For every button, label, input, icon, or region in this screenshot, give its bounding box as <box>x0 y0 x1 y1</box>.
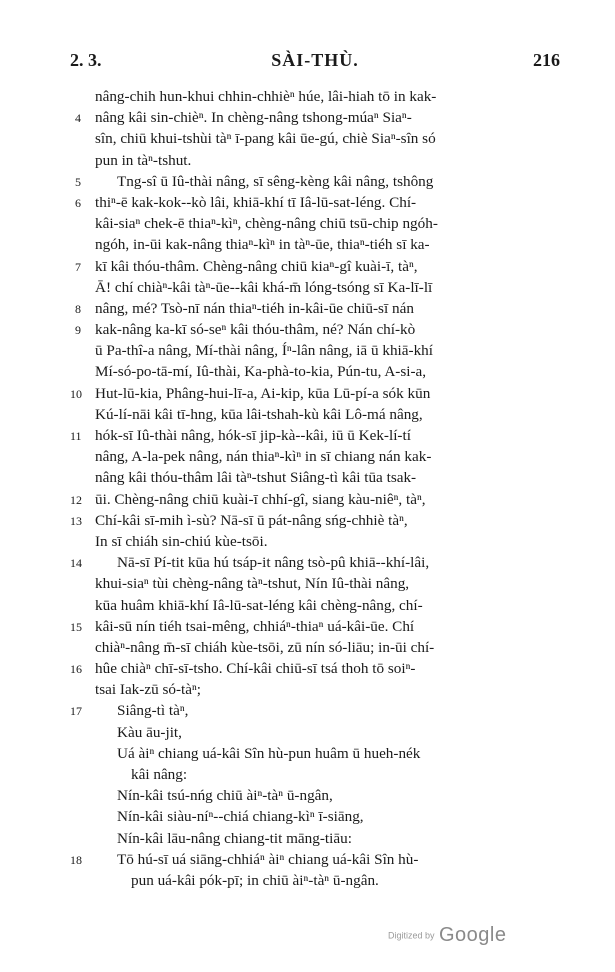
line-text: kâi-sū nín tiéh tsai-mêng, chhiáⁿ-thiaⁿ uá-kâi-ūe. Chí <box>95 617 415 635</box>
line-text: Tō hú-sī uá siāng-chhiáⁿ àiⁿ chiang uá-kâi Sîn hù- <box>117 850 419 868</box>
text-line <box>95 340 560 361</box>
verse-number: 10 <box>70 386 82 401</box>
text-line <box>95 573 560 594</box>
verse-number: 4 <box>75 111 81 126</box>
text-line <box>70 700 560 721</box>
verse-number: 16 <box>70 662 82 677</box>
verse-number: 5 <box>75 174 81 189</box>
line-text: kī kâi thóu-thâm. Chèng-nâng chiū kiaⁿ-gî kuài-ī, tàⁿ, <box>95 257 418 275</box>
text-line <box>95 404 560 425</box>
text-line <box>70 383 560 404</box>
verse-number: 13 <box>70 513 82 528</box>
line-text: Tng-sî ū Iû-thài nâng, sī sêng-kèng kâi nâng, tshông <box>117 172 434 190</box>
verse-number: 8 <box>75 301 81 316</box>
line-text: Uá àiⁿ chiang uá-kâi Sîn hù-pun huâm ū hueh-nék <box>117 744 421 762</box>
line-text: Kú-lí-nāi kâi tī-hng, kūa lâi-tshah-kù kâi Lô-má nâng, <box>95 405 423 423</box>
verse-number: 18 <box>70 852 82 867</box>
verse-number: 7 <box>75 259 81 274</box>
text-line <box>95 150 560 171</box>
line-text: Chí-kâi sī-mih ì-sù? Nā-sī ū pát-nâng sńg-chhiè tàⁿ, <box>95 511 408 529</box>
verse-number: 11 <box>70 429 82 443</box>
text-line <box>95 467 560 488</box>
text-line <box>75 298 560 319</box>
text-line <box>95 828 560 849</box>
text-line <box>95 679 560 700</box>
line-text: Nín-kâi lāu-nâng chiang-tit māng-tiāu: <box>117 829 352 847</box>
text-line <box>70 658 560 679</box>
google-logo: Google <box>438 924 507 946</box>
text-line <box>70 489 560 510</box>
text-line <box>95 531 560 552</box>
line-text: kūa huâm khiā-khí Iâ-lū-sat-léng kâi chèng-nâng, chí- <box>95 596 423 614</box>
line-text: kak-nâng ka-kī só-seⁿ kâi thóu-thâm, né? Nán chí-kò <box>95 321 416 339</box>
line-text: kâi nâng: <box>131 766 188 783</box>
body-text <box>70 86 560 891</box>
line-text: nâng-chih hun-khui chhin-chhièⁿ húe, lâi-hiah tō in kak- <box>95 88 437 105</box>
text-line <box>95 446 560 467</box>
line-text: nâng, mé? Tsò-nī nán thiaⁿ-tiéh in-kâi-ūe chiū-sī nán <box>95 299 414 317</box>
line-text: kâi-siaⁿ chek-ē thiaⁿ-kìⁿ, chèng-nâng chiū tsū-chip ngóh- <box>95 215 438 233</box>
line-text: Hut-lū-kia, Phâng-hui-lī-a, Ai-kip, kūa Lū-pí-a sók kūn <box>95 384 431 402</box>
text-line <box>95 764 560 785</box>
line-text: nâng, A-la-pek nâng, nán thiaⁿ-kìⁿ in sī chiang nán kak- <box>95 448 432 466</box>
line-text: thiⁿ-ē kak-kok--kò lâi, khiā-khí tī Iâ-lū-sat-léng. Chí- <box>95 193 417 211</box>
line-text: sîn, chiū khui-tshùi tàⁿ ī-pang kâi ūe-gú, chiè Siaⁿ-sîn só <box>95 130 436 148</box>
text-line <box>95 637 560 658</box>
text-line <box>75 107 560 128</box>
line-text: Nín-kâi siàu-níⁿ--chiá chiang-kìⁿ ī-siāng, <box>117 808 364 826</box>
digitized-label: Digitized by <box>388 930 435 941</box>
text-line <box>95 86 560 107</box>
line-text: pun uá-kâi pók-pī; in chiū àiⁿ-tàⁿ ū-ngân. <box>131 871 379 889</box>
text-line <box>95 743 560 764</box>
text-line <box>75 256 560 277</box>
line-text: nâng kâi sin-chièⁿ. In chèng-nâng tshong-múaⁿ Siaⁿ- <box>95 109 412 127</box>
verse-number: 9 <box>75 323 81 338</box>
line-text: Nā-sī Pí-tit kūa hú tsáp-it nâng tsò-pû khiā--khí-lâi, <box>117 554 430 572</box>
line-text: hûe chiàⁿ chī-sī-tsho. Chí-kâi chiū-sī tsá thoh tō soiⁿ- <box>95 660 416 678</box>
text-line <box>75 319 560 340</box>
verse-number: 17 <box>70 704 82 719</box>
text-line <box>75 171 560 192</box>
line-text: In sī chiáh sin-chiú kùe-tsōi. <box>95 532 268 550</box>
line-text: Mí-só-po-tā-mí, Iû-thài, Ka-phà-to-kia, Pún-tu, A-si-a, <box>95 363 427 381</box>
text-line <box>70 616 560 637</box>
verse-number: 15 <box>70 619 82 634</box>
text-line <box>95 234 560 255</box>
text-line <box>70 849 560 870</box>
verse-number: 12 <box>70 492 82 507</box>
line-text: Siâng-tì tàⁿ, <box>117 702 189 720</box>
text-line <box>95 213 560 234</box>
chapter-reference: 2. 3. <box>70 50 102 70</box>
line-text: Kàu āu-jit, <box>117 723 182 741</box>
text-line <box>95 722 560 743</box>
text-line <box>95 595 560 616</box>
line-text: hók-sī Iû-thài nâng, hók-sī jip-kà--kâi, iū ū Kek-lí-tí <box>95 427 411 444</box>
text-line <box>70 425 560 446</box>
text-line <box>70 510 560 531</box>
line-text: khui-siaⁿ tùi chèng-nâng tàⁿ-tshut, Nín Iû-thài nâng, <box>95 575 410 593</box>
running-header <box>70 50 560 74</box>
text-line <box>95 870 560 891</box>
digitized-watermark <box>388 924 506 947</box>
text-line <box>95 277 560 298</box>
page-number: 216 <box>533 50 560 70</box>
book-title: SÀI-THÙ. <box>271 50 359 70</box>
text-line <box>95 361 560 382</box>
text-line <box>95 806 560 827</box>
line-text: ūi. Chèng-nâng chiū kuài-ī chhí-gî, siang kàu-niêⁿ, tàⁿ, <box>95 490 426 508</box>
text-line <box>75 192 560 213</box>
line-text: chiàⁿ-nâng m̄-sī chiáh kùe-tsōi, zū nín só-liāu; in-ūi chí- <box>95 638 435 656</box>
verse-number: 14 <box>70 556 82 571</box>
line-text: nâng kâi thóu-thâm lâi tàⁿ-tshut Siâng-tì kâi tūa tsak- <box>95 469 417 487</box>
line-text: ngóh, in-ūi kak-nâng thiaⁿ-kìⁿ in tàⁿ-ūe, thiaⁿ-tiéh sī ka- <box>95 236 430 254</box>
text-line <box>95 128 560 149</box>
verse-number: 6 <box>75 195 81 210</box>
line-text: ū Pa-thî-a nâng, Mí-thài nâng, Íⁿ-lân nâng, iā ū khiā-khí <box>95 342 433 360</box>
line-text: pun in tàⁿ-tshut. <box>95 151 192 169</box>
line-text: Ā! chí chiàⁿ-kâi tàⁿ-ūe--kâi khá-m̄ lóng-tsóng sī Ka-lī-lī <box>95 278 433 296</box>
text-line <box>70 552 560 573</box>
line-text: Nín-kâi tsú-nńg chiū àiⁿ-tàⁿ ū-ngân, <box>117 787 333 805</box>
text-line <box>95 785 560 806</box>
line-text: tsai Iak-zū só-tàⁿ; <box>95 681 201 699</box>
